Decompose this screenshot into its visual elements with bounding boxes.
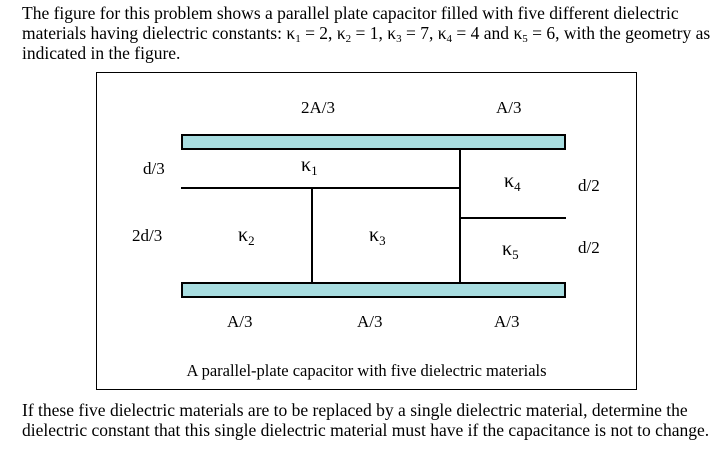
- problem-statement: [22, 3, 712, 63]
- bottom-plate: [181, 282, 566, 298]
- right-label-d2-lower: d/2: [578, 238, 600, 257]
- left-label-2d3: 2d/3: [132, 226, 163, 245]
- question-text: If these five dielectric materials are to be replaced by a single dielectric material, determine the dielectric constant that this single dielectric material must have if the capacitance is not to change.: [22, 400, 710, 440]
- kappa-2-label: $\kappa_2$: [238, 224, 255, 248]
- kappa-value-5: $\kappa_5 = 6$: [513, 23, 556, 45]
- kappa-3-label: $\kappa_3$: [369, 224, 386, 248]
- right-label-d2-upper: d/2: [578, 176, 600, 195]
- capacitor-figure: [96, 72, 637, 390]
- boundary-k2-k3: [311, 187, 313, 283]
- kappa-value-2: $\kappa_2 = 1$,: [336, 23, 388, 45]
- kappa-value-1: $\kappa_1 = 2$,: [286, 23, 337, 45]
- kappa-value-3: $\kappa_3 = 7$,: [387, 23, 438, 45]
- boundary-right-column: [459, 149, 461, 283]
- bottom-label-a3-3: A/3: [494, 312, 520, 331]
- kappa-value-4: $\kappa_4 = 4$ and: [437, 23, 514, 45]
- top-label-2a3: 2A/3: [301, 98, 335, 117]
- intro-end-text: , with the geometry as indicated in the figure.: [22, 23, 711, 63]
- kappa-5-label: $\kappa_5$: [502, 238, 519, 262]
- kappa-4-label: $\kappa_4$: [504, 170, 521, 194]
- boundary-k4-k5: [460, 217, 566, 219]
- top-plate: [181, 134, 566, 150]
- intro-text: The figure for this problem shows a parallel plate capacitor filled with five different dielectric materials having dielectric constants:: [22, 3, 679, 43]
- left-label-d3: d/3: [143, 159, 165, 178]
- figure-caption: A parallel-plate capacitor with five dielectric materials: [186, 361, 547, 380]
- kappa-1-label: $\kappa_1$: [301, 154, 318, 178]
- top-label-a3: A/3: [496, 98, 522, 117]
- boundary-k1-bottom: [181, 187, 460, 189]
- bottom-label-a3-1: A/3: [227, 312, 253, 331]
- bottom-label-a3-2: A/3: [357, 312, 383, 331]
